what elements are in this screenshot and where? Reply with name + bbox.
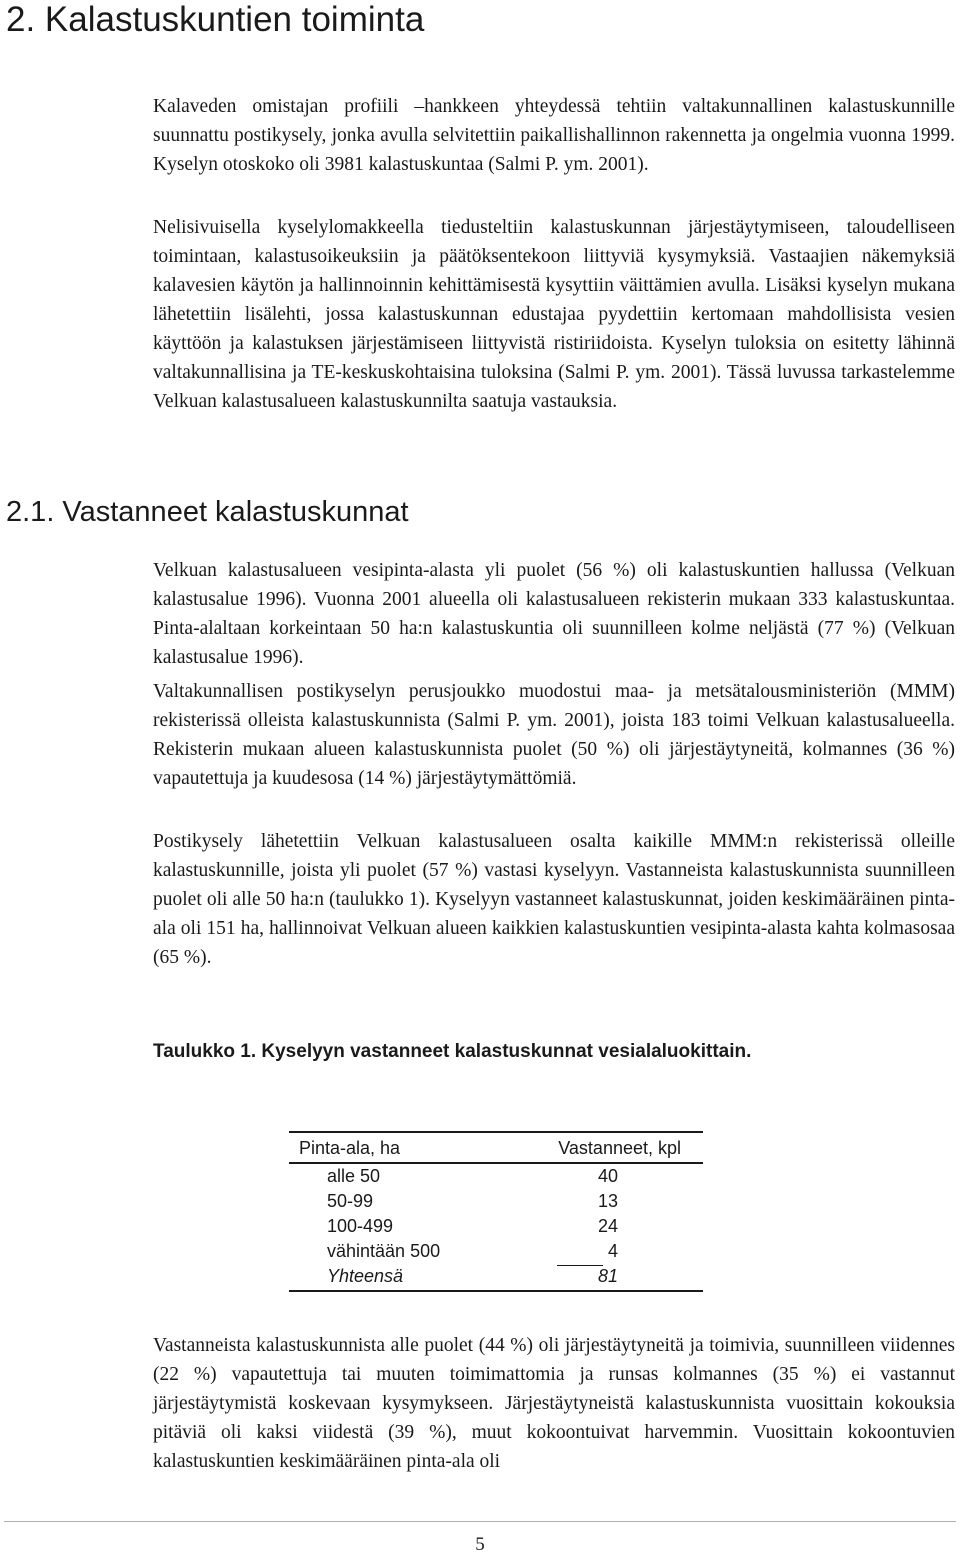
table-cell-count: 4 <box>607 1241 618 1261</box>
table-row <box>289 1189 703 1214</box>
table-cell-area: alle 50 <box>327 1166 381 1186</box>
table-row <box>289 1239 703 1264</box>
table-caption: Taulukko 1. Kyselyyn vastanneet kalastuskunnat vesialaluokittain. <box>153 1041 752 1062</box>
table-row <box>289 1164 703 1189</box>
table-cell-area: 50-99 <box>327 1191 374 1211</box>
table-top-rule <box>289 1131 703 1133</box>
table-total-label: Yhteensä <box>327 1266 404 1286</box>
table-cell-area: vähintään 500 <box>327 1241 441 1261</box>
section-paragraph-1: Velkuan kalastusalueen vesipinta-alasta yli puolet (56 %) oli kalastuskuntien hallussa (Velkuan kalastusalue 1996). Vuonna 2001 alueella oli kalastusalueen rekisterin mukaan 333 kalastuskuntaa. Pinta-alaltaan korkeintaan 50 ha:n kalastuskuntia oli suunnilleen kolme neljästä (77 %) (Velkuan kalastusalue 1996). <box>153 560 955 668</box>
closing-paragraph: Vastanneista kalastuskunnista alle puolet (44 %) oli järjestäytyneitä ja toimivia, suunnilleen viidennes (22 %) vapautettuja tai muuten toimimattomia ja runsas kolmannes (35 %) ei vastannut järjestäytymistä koskevaan kysymykseen. Järjestäytyneistä kalastuskunnista vuosittain kokouksia pitäviä oli kaksi viidestä (39 %), muut kokoontuivat harvemmin. Vuosittain kokoontuvien kalastuskuntien keskimääräinen pinta-ala oli <box>153 1335 955 1472</box>
table-header-count: Vastanneet, kpl <box>558 1138 681 1158</box>
table-row <box>289 1214 703 1239</box>
table-cell-count: 13 <box>597 1191 618 1211</box>
table-bottom-rule <box>289 1290 703 1292</box>
table-cell-count: 40 <box>597 1166 618 1186</box>
footer-rule <box>4 1521 956 1522</box>
table-cell-area: 100-499 <box>327 1216 394 1236</box>
intro-paragraph-1: Kalaveden omistajan profiili –hankkeen yhteydessä tehtiin valtakunnallinen kalastuskunnille suunnattu postikysely, jonka avulla selvitettiin paikallishallinnon rakennetta ja ongelmia vuonna 1999. Kyselyn otoskoko oli 3981 kalastuskuntaa (Salmi P. ym. 2001). <box>153 96 955 175</box>
intro-paragraph-2: Nelisivuisella kyselylomakkeella tiedusteltiin kalastuskunnan järjestäytymiseen, taloudelliseen toimintaan, kalastusoikeuksiin ja päätöksentekoon liittyviä kysymyksiä. Vastaajien näkemyksiä kalavesien käytön ja hallinnoinnin kehittämisestä kysyttiin väittämien avulla. Lisäksi kyselyn mukana lähetettiin lisälehti, jossa kalastuskunnan edustajaa pyydettiin kertomaan mahdollisista vesien käyttöön ja kalastuksen järjestämiseen liittyvistä ristiriidoista. Kyselyn tuloksia on esitetty lähinnä valtakunnallisina ja TE-keskuskohtaisina tuloksina (Salmi P. ym. 2001). Tässä luvussa tarkastelemme Velkuan kalastusalueen kalastuskunnilta saatuja vastauksia. <box>153 217 955 412</box>
section-paragraph-3: Postikysely lähetettiin Velkuan kalastusalueen osalta kaikille MMM:n rekisterissä olleille kalastuskunnille, joista yli puolet (57 %) vastasi kyselyyn. Vastanneista kalastuskunnista suunnilleen puolet oli alle 50 ha:n (taulukko 1). Kyselyyn vastanneet kalastuskunnat, joiden keskimääräinen pinta-ala oli 151 ha, hallinnoivat Velkuan alueen kaikkien kalastuskuntien vesipinta-alasta kahta kolmasosaa (65 %). <box>153 831 955 968</box>
chapter-heading: 2. Kalastuskuntien toiminta <box>6 0 425 39</box>
table-total-value: 81 <box>597 1266 618 1286</box>
section-paragraph-2: Valtakunnallisen postikyselyn perusjoukko muodostui maa- ja metsätalousministeriön (MMM) rekisterissä olleista kalastuskunnista (Salmi P. ym. 2001), joista 183 toimi Velkuan kalastusalueella. Rekisterin mukaan alueen kalastuskunnista puolet (50 %) oli järjestäytyneitä, kolmannes (36 %) vapautettuja ja kuudesosa (14 %) järjestäytymättömiä. <box>153 681 955 789</box>
table-header-area: Pinta-ala, ha <box>299 1138 401 1158</box>
page-number: 5 <box>475 1534 485 1555</box>
section-heading: 2.1. Vastanneet kalastuskunnat <box>6 496 409 528</box>
table-total-row <box>289 1264 703 1289</box>
table-cell-count: 24 <box>597 1216 618 1236</box>
